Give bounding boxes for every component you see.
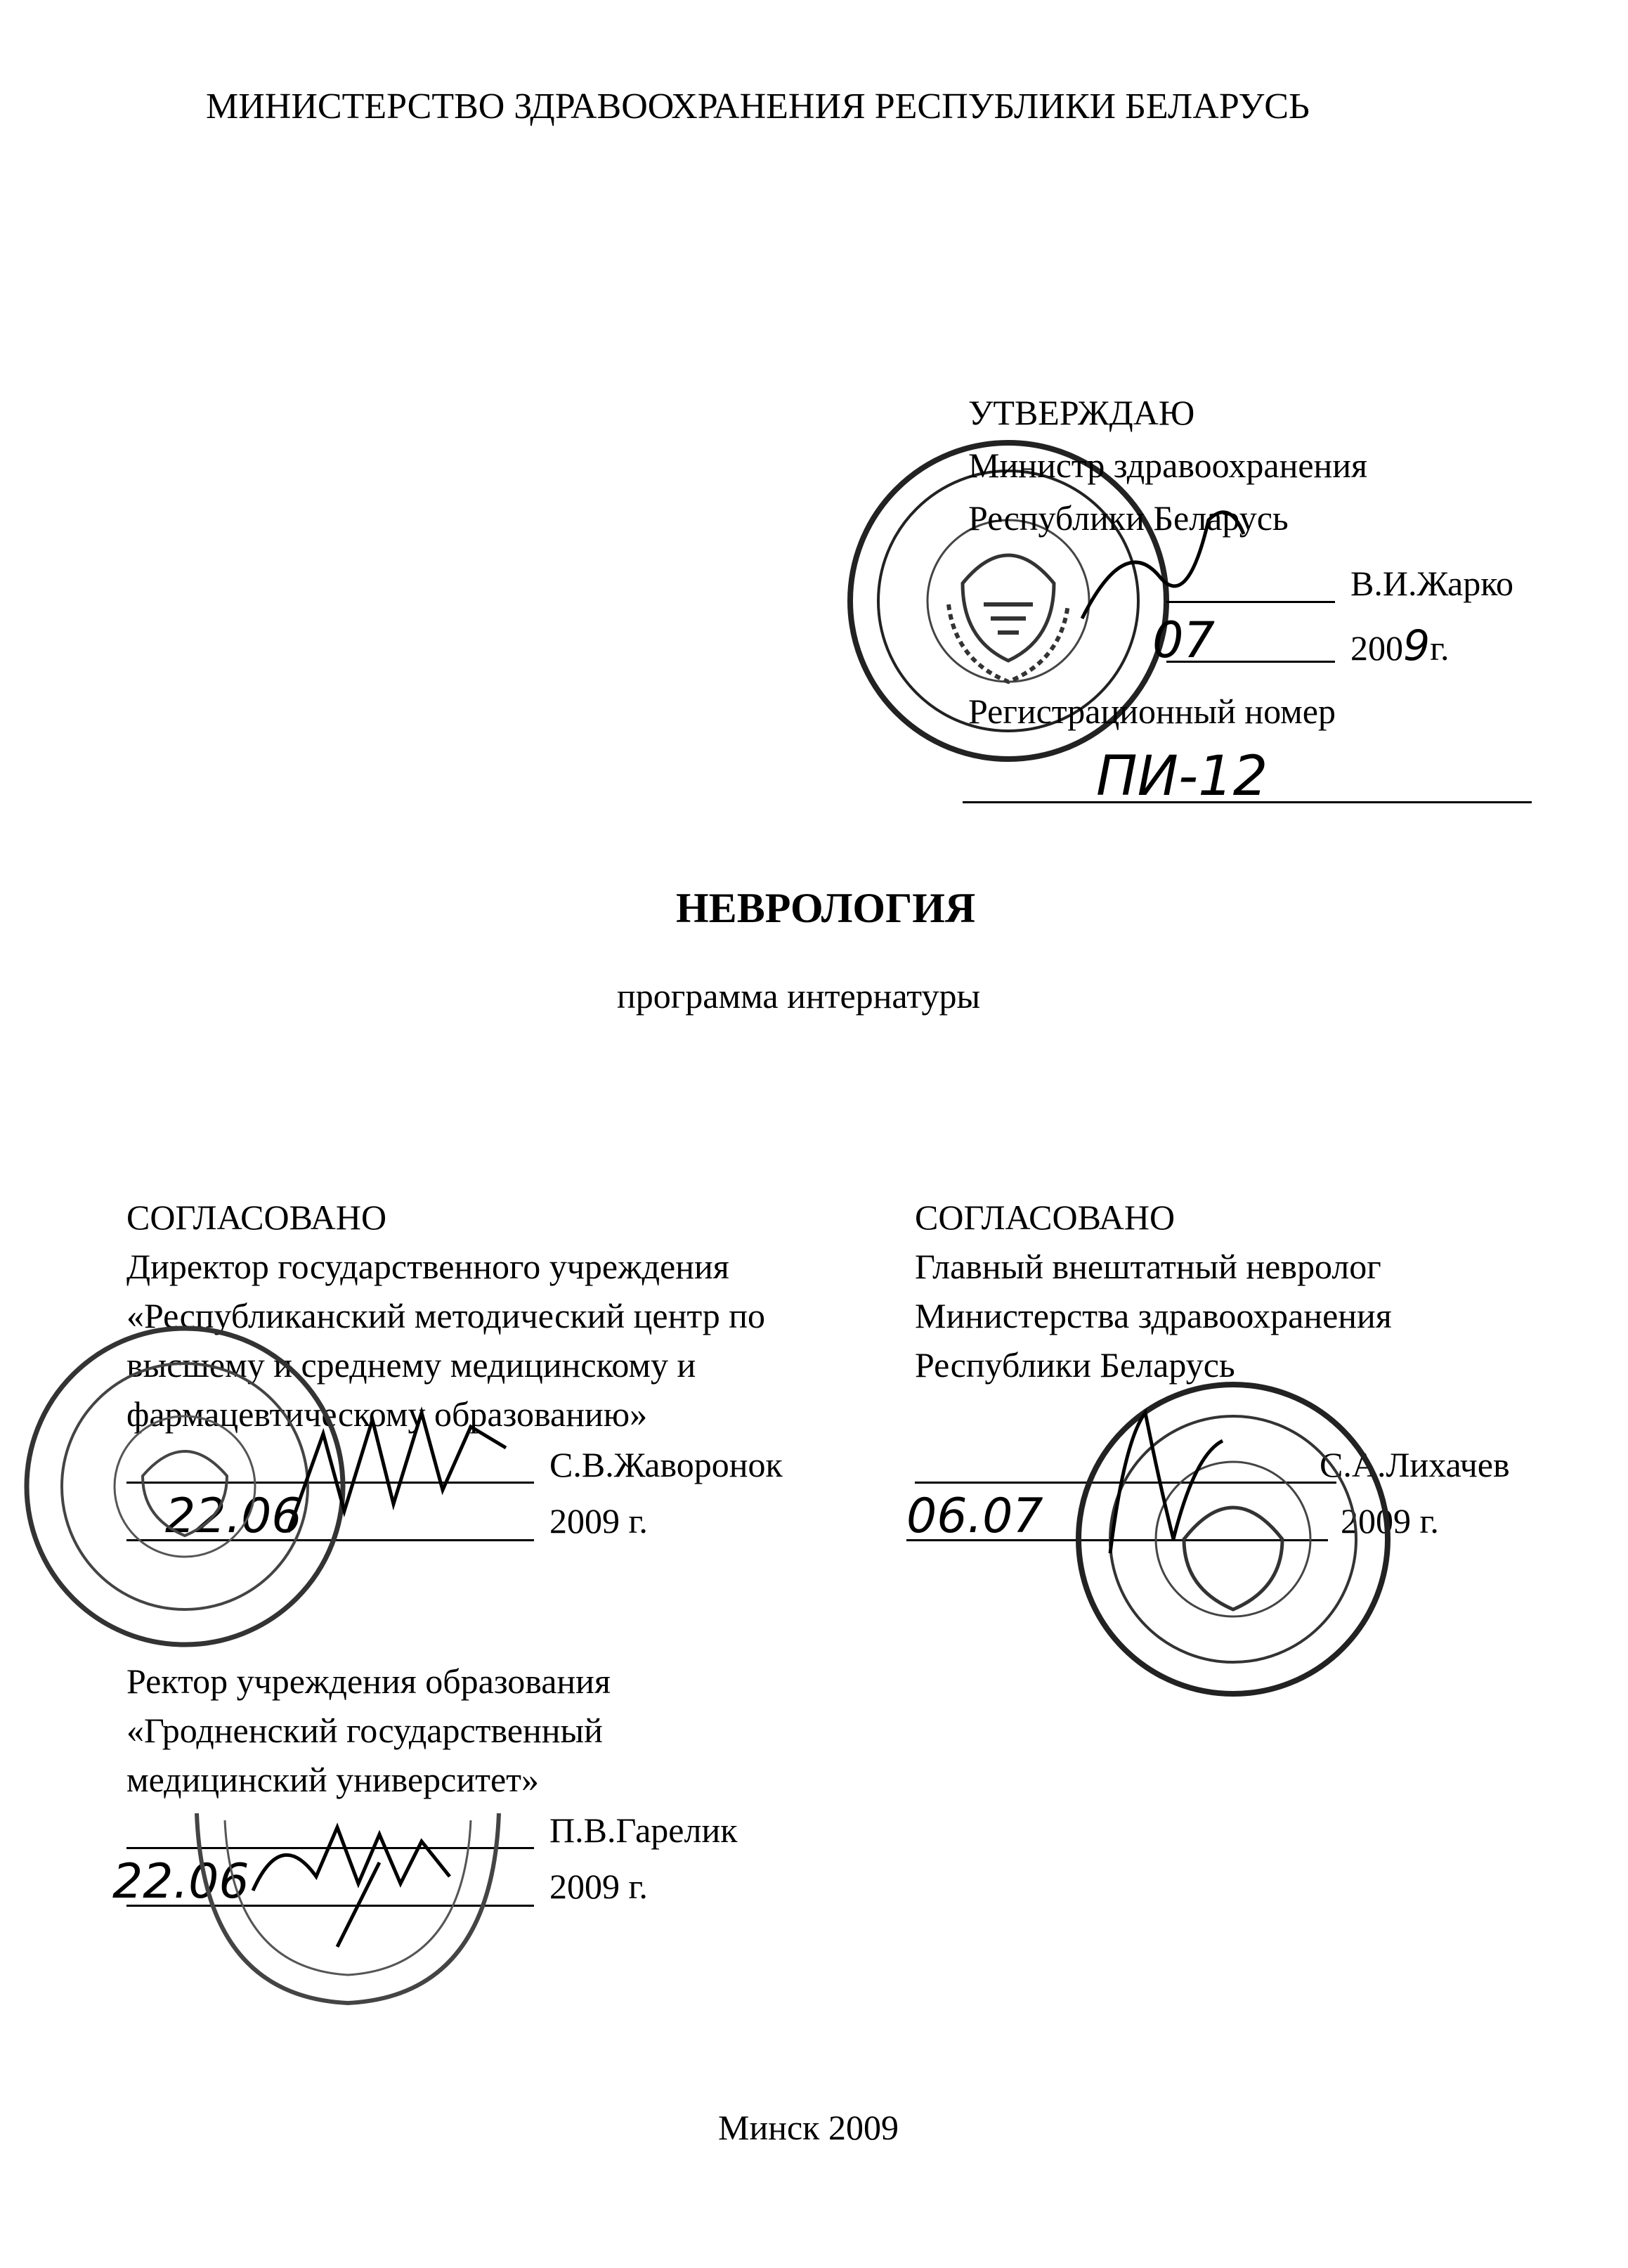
agreed-left-line4: фармацевтическому образованию» xyxy=(126,1394,648,1434)
agreed-right-name: С.А.Лихачев xyxy=(1320,1445,1510,1484)
agreed-left-line2: «Республиканский методический центр по xyxy=(126,1296,766,1335)
agreed-right-line3: Республики Беларусь xyxy=(915,1345,1235,1385)
reg-number-label: Регистрационный номер xyxy=(968,692,1336,731)
approval-date-handwritten: 07 xyxy=(1152,611,1216,669)
document-subtitle: программа интернатуры xyxy=(617,976,981,1016)
agreed-right-line2: Министерства здравоохранения xyxy=(915,1296,1392,1335)
agreed-right-date-handwritten: 06.07 xyxy=(906,1489,1043,1544)
ministry-header: МИНИСТЕРСТВО ЗДРАВООХРАНЕНИЯ РЕСПУБЛИКИ БЕЛАРУСЬ xyxy=(206,86,1310,127)
rector-line2: «Гродненский государственный xyxy=(126,1711,603,1750)
footer-place-year: Минск 2009 xyxy=(718,2108,899,2147)
agreed-left-heading: СОГЛАСОВАНО xyxy=(126,1198,387,1237)
agreed-left-name: С.В.Жаворонок xyxy=(549,1445,783,1484)
agreed-left-line3: высшему и среднему медицинскому и xyxy=(126,1345,696,1385)
rector-year: 2009 г. xyxy=(549,1867,648,1906)
agreed-right-line1: Главный внештатный невролог xyxy=(915,1247,1381,1286)
rector-signature xyxy=(239,1785,492,1954)
rector-line1: Ректор учреждения образования xyxy=(126,1661,611,1701)
rector-name: П.В.Гарелик xyxy=(549,1810,738,1850)
rector-date-handwritten: 22.06 xyxy=(112,1854,249,1910)
minister-signature xyxy=(1068,492,1251,647)
reg-number-handwritten: ПИ-12 xyxy=(1096,745,1268,808)
agreed-right-year: 2009 г. xyxy=(1341,1501,1439,1541)
approval-position-line2: Республики Беларусь xyxy=(968,498,1289,538)
document-title: НЕВРОЛОГИЯ xyxy=(676,885,976,931)
approval-heading: УТВЕРЖДАЮ xyxy=(968,393,1195,432)
approval-year: 2009г. xyxy=(1350,621,1450,670)
reg-number-line xyxy=(963,801,1532,803)
agreed-left-date-handwritten: 22.06 xyxy=(165,1489,302,1544)
approval-name: В.И.Жарко xyxy=(1350,564,1513,603)
agreed-left-year: 2009 г. xyxy=(549,1501,648,1541)
approval-position-line1: Министр здравоохранения xyxy=(968,446,1368,485)
rector-line3: медицинский университет» xyxy=(126,1760,540,1799)
methodical-center-signature xyxy=(281,1392,520,1546)
agreed-right-heading: СОГЛАСОВАНО xyxy=(915,1198,1176,1237)
neurologist-signature xyxy=(1082,1399,1237,1567)
agreed-left-line1: Директор государственного учреждения xyxy=(126,1247,729,1286)
